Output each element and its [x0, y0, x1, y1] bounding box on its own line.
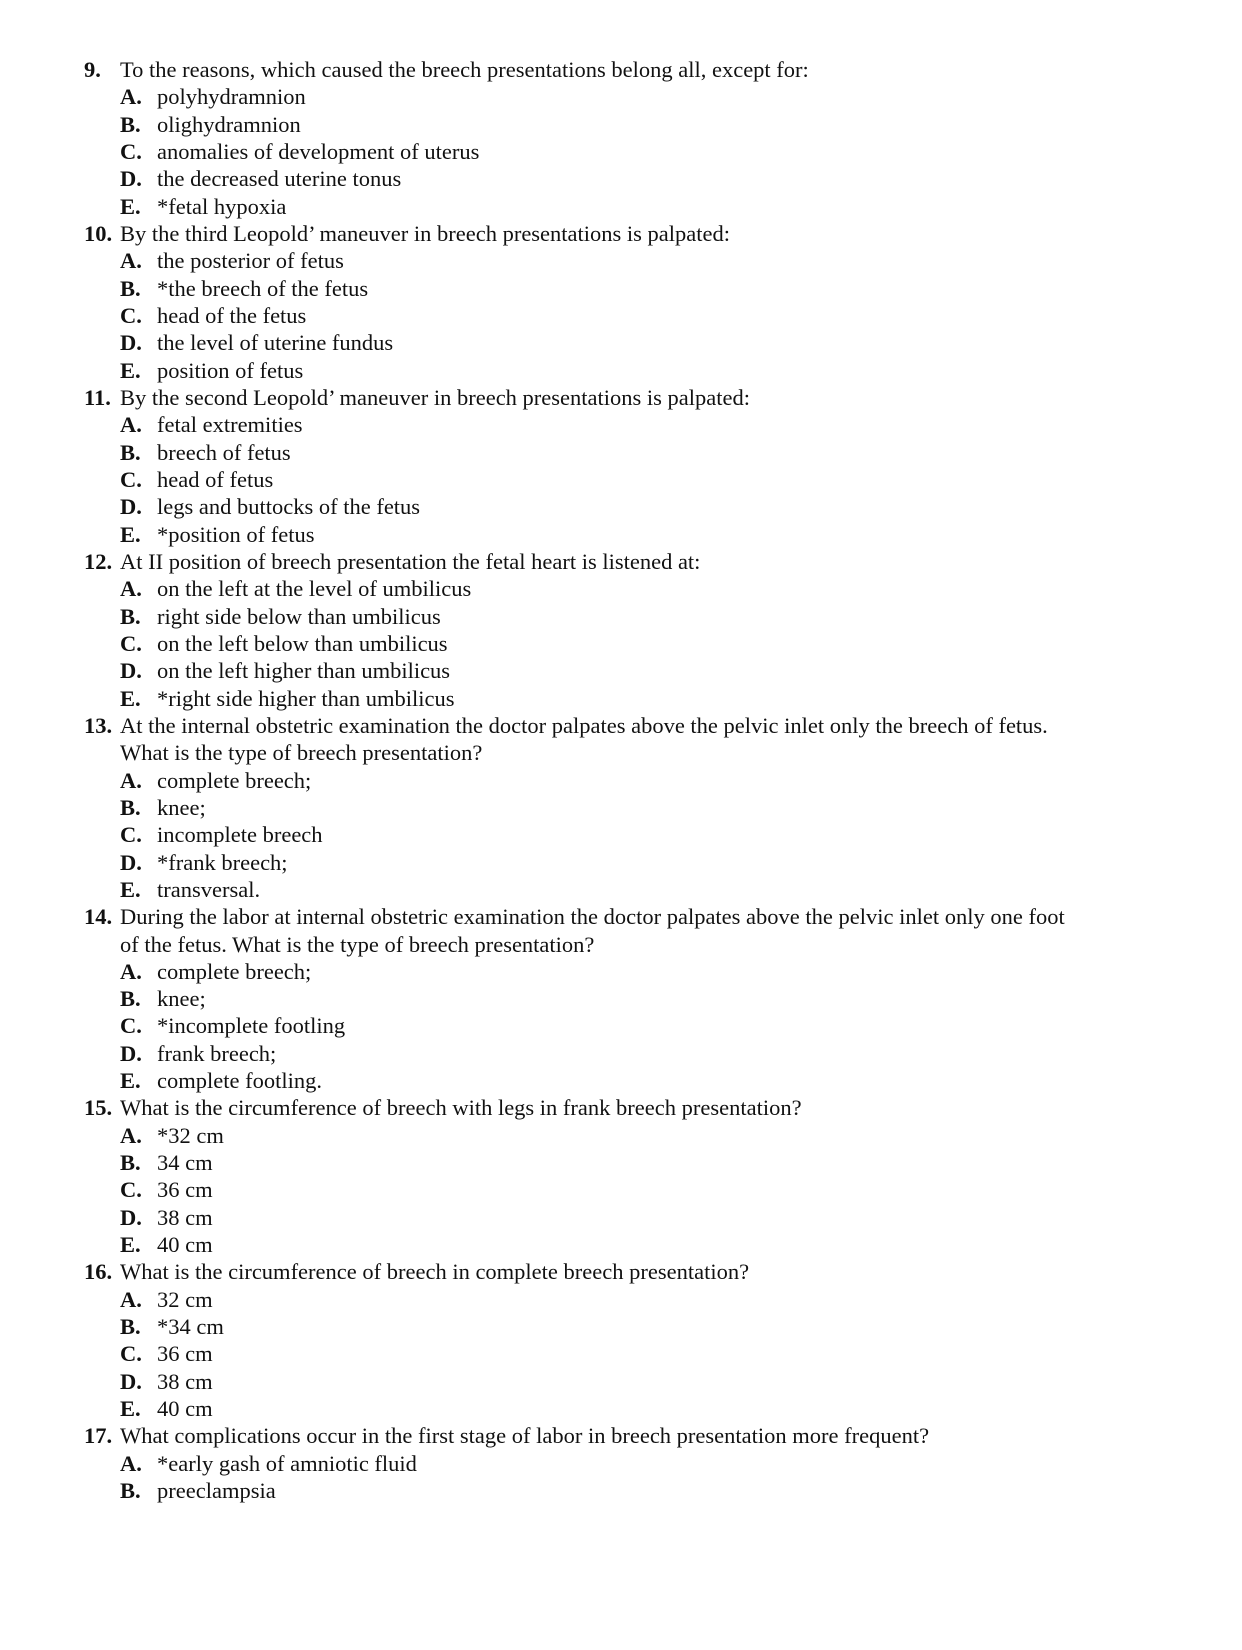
option-letter: C. — [120, 822, 142, 848]
option-text: polyhydramnion — [157, 84, 306, 110]
answer-option — [84, 521, 1204, 548]
option-text: fetal extremities — [157, 412, 303, 438]
option-text: breech of fetus — [157, 439, 291, 465]
answer-option — [84, 657, 1204, 684]
option-letter: D. — [120, 166, 142, 192]
option-text: knee; — [157, 986, 206, 1012]
answer-option — [84, 111, 1204, 138]
option-text: transversal. — [157, 876, 261, 902]
option-text: frank breech; — [157, 1040, 277, 1066]
option-letter: D. — [120, 494, 142, 520]
option-letter: D. — [120, 1040, 142, 1066]
question-text: During the labor at internal obstetric examination the doctor palpates above the pelvic inlet only one foot — [120, 904, 1065, 930]
answer-option — [84, 630, 1204, 657]
option-letter: D. — [120, 1368, 142, 1394]
option-text: 40 cm — [157, 1232, 213, 1258]
answer-option — [84, 1231, 1204, 1258]
option-letter: A. — [120, 1122, 142, 1148]
question-line — [84, 739, 1204, 766]
option-letter: C. — [120, 302, 142, 328]
option-text: the decreased uterine tonus — [157, 166, 402, 192]
option-text: *34 cm — [157, 1314, 224, 1340]
option-letter: D. — [120, 1204, 142, 1230]
option-letter: B. — [120, 111, 141, 137]
question-line — [84, 712, 1204, 739]
option-letter: B. — [120, 1478, 141, 1504]
answer-option — [84, 958, 1204, 985]
question-number: 10. — [84, 220, 113, 246]
option-text: complete breech; — [157, 958, 312, 984]
option-letter: E. — [120, 1396, 141, 1422]
answer-option — [84, 1340, 1204, 1367]
option-text: *the breech of the fetus — [157, 275, 369, 301]
option-text: *frank breech; — [157, 849, 288, 875]
option-letter: D. — [120, 658, 142, 684]
answer-option — [84, 439, 1204, 466]
option-letter: E. — [120, 1232, 141, 1258]
answer-option — [84, 1368, 1204, 1395]
question-number: 17. — [84, 1423, 113, 1449]
answer-option — [84, 985, 1204, 1012]
answer-option — [84, 466, 1204, 493]
option-letter: E. — [120, 357, 141, 383]
option-text: olighydramnion — [157, 111, 301, 137]
option-letter: B. — [120, 986, 141, 1012]
option-letter: B. — [120, 794, 141, 820]
answer-option — [84, 247, 1204, 274]
option-letter: A. — [120, 84, 142, 110]
question-text: What is the circumference of breech in complete breech presentation? — [120, 1259, 750, 1285]
option-text: complete footling. — [157, 1068, 322, 1094]
question-16 — [84, 1258, 1204, 1422]
option-letter: B. — [120, 1314, 141, 1340]
answer-option — [84, 1067, 1204, 1094]
option-text: *right side higher than umbilicus — [157, 685, 455, 711]
answer-option — [84, 165, 1204, 192]
question-line — [84, 1422, 1204, 1449]
option-text: 40 cm — [157, 1396, 213, 1422]
question-line — [84, 1094, 1204, 1121]
question-number: 9. — [84, 57, 101, 82]
question-number: 13. — [84, 712, 113, 738]
answer-option — [84, 411, 1204, 438]
option-text: 32 cm — [157, 1286, 213, 1312]
answer-option — [84, 685, 1204, 712]
answer-option — [84, 1450, 1204, 1477]
option-text: anomalies of development of uterus — [157, 138, 480, 164]
option-text: head of the fetus — [157, 302, 307, 328]
question-text: By the third Leopold’ maneuver in breech presentations is palpated: — [120, 220, 731, 246]
answer-option — [84, 329, 1204, 356]
option-letter: C. — [120, 466, 142, 492]
answer-option — [84, 138, 1204, 165]
answer-option — [84, 1149, 1204, 1176]
question-text: By the second Leopold’ maneuver in breech presentations is palpated: — [120, 384, 750, 410]
answer-option — [84, 767, 1204, 794]
option-letter: A. — [120, 576, 142, 602]
option-letter: C. — [120, 138, 142, 164]
option-text: 34 cm — [157, 1150, 213, 1176]
option-letter: D. — [120, 849, 142, 875]
option-text: position of fetus — [157, 357, 304, 383]
option-letter: A. — [120, 767, 142, 793]
question-text: At the internal obstetric examination the doctor palpates above the pelvic inlet only the breech of fetus. — [120, 712, 1048, 738]
answer-option — [84, 1477, 1204, 1504]
question-text: To the reasons, which caused the breech presentations belong all, except for: — [120, 57, 809, 82]
question-17 — [84, 1422, 1204, 1504]
option-text: 38 cm — [157, 1204, 213, 1230]
option-letter: C. — [120, 1341, 142, 1367]
answer-option — [84, 302, 1204, 329]
option-text: on the left at the level of umbilicus — [157, 576, 472, 602]
answer-option — [84, 876, 1204, 903]
option-text: right side below than umbilicus — [157, 603, 441, 629]
question-number: 12. — [84, 548, 113, 574]
option-text: 36 cm — [157, 1341, 213, 1367]
option-letter: E. — [120, 1068, 141, 1094]
question-12 — [84, 548, 1204, 712]
question-text: of the fetus. What is the type of breech presentation? — [120, 931, 595, 957]
answer-option — [84, 357, 1204, 384]
question-line — [84, 931, 1204, 958]
option-letter: C. — [120, 630, 142, 656]
option-letter: E. — [120, 685, 141, 711]
answer-option — [84, 603, 1204, 630]
question-number: 11. — [84, 384, 111, 410]
option-letter: A. — [120, 1286, 142, 1312]
option-text: the posterior of fetus — [157, 248, 344, 274]
answer-option — [84, 83, 1204, 110]
answer-option — [84, 575, 1204, 602]
document-page — [84, 56, 1204, 1504]
option-letter: A. — [120, 958, 142, 984]
option-letter: B. — [120, 603, 141, 629]
option-text: legs and buttocks of the fetus — [157, 494, 421, 520]
question-number: 14. — [84, 904, 113, 930]
option-letter: B. — [120, 1150, 141, 1176]
option-text: complete breech; — [157, 767, 312, 793]
option-letter: A. — [120, 248, 142, 274]
answer-option — [84, 1122, 1204, 1149]
answer-option — [84, 1012, 1204, 1039]
option-letter: A. — [120, 1450, 142, 1476]
question-13 — [84, 712, 1204, 903]
option-letter: B. — [120, 439, 141, 465]
answer-option — [84, 493, 1204, 520]
answer-option — [84, 1040, 1204, 1067]
option-letter: E. — [120, 876, 141, 902]
question-text: What is the circumference of breech with legs in frank breech presentation? — [120, 1095, 802, 1121]
answer-option — [84, 1176, 1204, 1203]
question-number: 15. — [84, 1095, 113, 1121]
question-line — [84, 56, 1204, 83]
option-text: on the left higher than umbilicus — [157, 658, 451, 684]
answer-option — [84, 821, 1204, 848]
question-line — [84, 548, 1204, 575]
question-number: 16. — [84, 1259, 113, 1285]
question-15 — [84, 1094, 1204, 1258]
question-line — [84, 903, 1204, 930]
option-letter: C. — [120, 1013, 142, 1039]
option-text: 36 cm — [157, 1177, 213, 1203]
option-text: *position of fetus — [157, 521, 315, 547]
option-letter: D. — [120, 330, 142, 356]
option-letter: E. — [120, 521, 141, 547]
option-letter: A. — [120, 412, 142, 438]
answer-option — [84, 275, 1204, 302]
option-text: head of fetus — [157, 466, 274, 492]
answer-option — [84, 1395, 1204, 1422]
option-letter: C. — [120, 1177, 142, 1203]
answer-option — [84, 1286, 1204, 1313]
option-text: *early gash of amniotic fluid — [157, 1450, 417, 1476]
question-line — [84, 384, 1204, 411]
option-text: 38 cm — [157, 1368, 213, 1394]
option-letter: E. — [120, 193, 141, 219]
option-text: preeclampsia — [157, 1478, 276, 1504]
question-line — [84, 220, 1204, 247]
option-text: *incomplete footling — [157, 1013, 346, 1039]
option-letter: B. — [120, 275, 141, 301]
answer-option — [84, 1313, 1204, 1340]
option-text: *fetal hypoxia — [157, 193, 287, 219]
question-9 — [84, 56, 1204, 220]
question-text: What complications occur in the first stage of labor in breech presentation more frequent? — [120, 1423, 930, 1449]
question-line — [84, 1258, 1204, 1285]
option-text: the level of uterine fundus — [157, 330, 394, 356]
question-11 — [84, 384, 1204, 548]
option-text: *32 cm — [157, 1122, 224, 1148]
question-14 — [84, 903, 1204, 1094]
answer-option — [84, 794, 1204, 821]
option-text: on the left below than umbilicus — [157, 630, 448, 656]
answer-option — [84, 193, 1204, 220]
question-text: What is the type of breech presentation? — [120, 740, 483, 766]
question-10 — [84, 220, 1204, 384]
option-text: incomplete breech — [157, 822, 323, 848]
option-text: knee; — [157, 794, 206, 820]
answer-option — [84, 849, 1204, 876]
question-text: At II position of breech presentation the fetal heart is listened at: — [120, 548, 701, 574]
answer-option — [84, 1204, 1204, 1231]
